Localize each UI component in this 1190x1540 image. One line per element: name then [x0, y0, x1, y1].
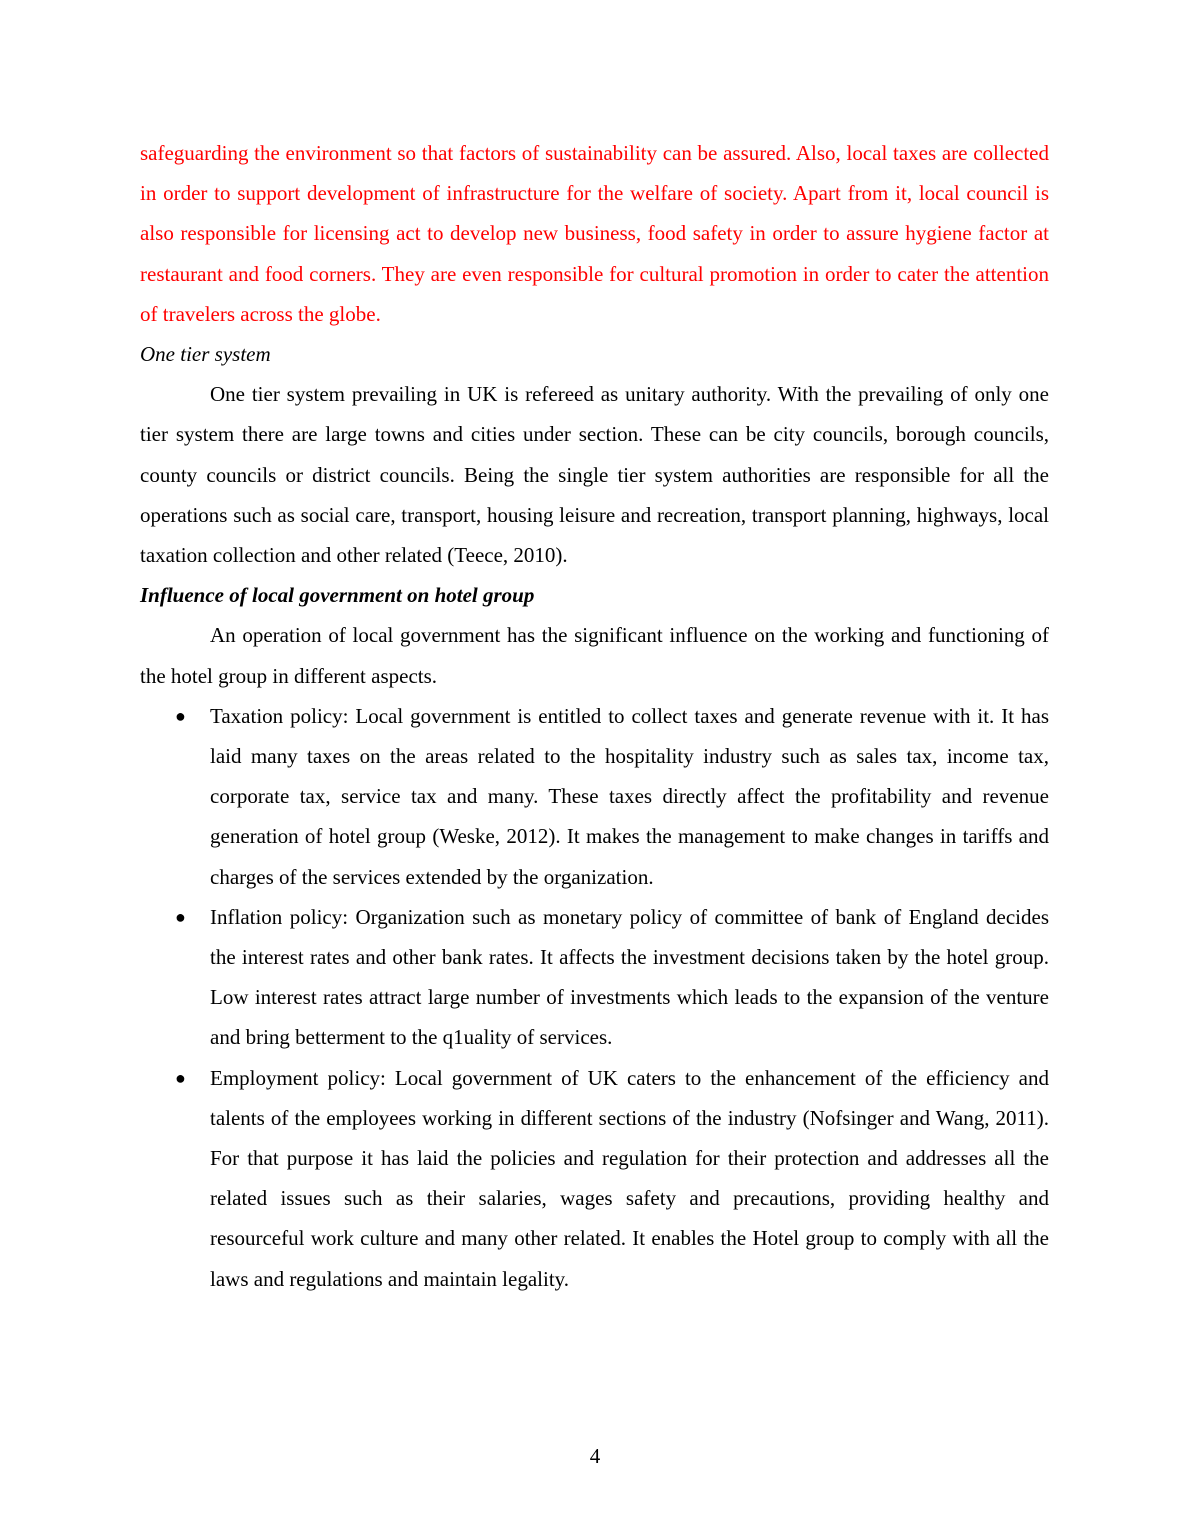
bullet-icon: ●	[175, 906, 186, 927]
list-item	[140, 897, 1049, 1058]
heading-one-tier-system: One tier system	[140, 342, 271, 367]
list-item	[140, 1058, 1049, 1299]
page-number: 4	[589, 1444, 601, 1468]
heading-influence: Influence of local government on hotel group	[140, 583, 535, 608]
influence-paragraph: An operation of local government has the significant influence on the working and functioning of the hotel group in different aspects.	[140, 623, 1049, 688]
policy-list	[140, 696, 1049, 1299]
red-paragraph: safeguarding the environment so that factors of sustainability can be assured. Also, local taxes are collected in order to support development of infrastructure for the welfare of society. Apart from it, local council is also responsible for licensing act to develop new business, food safety in order to assure hygiene factor at restaurant and food corners. They are even responsible for cultural promotion in order to cater the attention of travelers across the globe.	[140, 141, 1049, 326]
list-item-text: Inflation policy: Organization such as monetary policy of committee of bank of England decides the interest rates and other bank rates. It affects the investment decisions taken by the hotel group. Low interest rates attract large number of investments which leads to the expansion of the venture and bring betterment to the q1uality of services.	[210, 904, 1049, 1050]
document-page	[140, 133, 1049, 1299]
list-item-text: Employment policy: Local government of UK caters to the enhancement of the efficiency and talents of the employees working in different sections of the industry (Nofsinger and Wang, 2011). For that purpose it has laid the policies and regulation for their protection and addresses all the related issues such as their salaries, wages safety and precautions, providing healthy and resourceful work culture and many other related. It enables the Hotel group to comply with all the laws and regulations and maintain legality.	[210, 1065, 1049, 1291]
bullet-icon: ●	[175, 1067, 186, 1088]
one-tier-paragraph: One tier system prevailing in UK is refereed as unitary authority. With the prevailing of only one tier system there are large towns and cities under section. These can be city councils, borough councils, county councils or district councils. Being the single tier system authorities are responsible for all the operations such as social care, transport, housing leisure and recreation, transport planning, highways, local taxation collection and other related (Teece, 2010).	[140, 382, 1049, 568]
bullet-icon: ●	[175, 705, 186, 726]
list-item-text: Taxation policy: Local government is entitled to collect taxes and generate revenue with it. It has laid many taxes on the areas related to the hospitality industry such as sales tax, income tax, corporate tax, service tax and many. These taxes directly affect the profitability and revenue generation of hotel group (Weske, 2012). It makes the management to make changes in tariffs and charges of the services extended by the organization.	[210, 703, 1049, 889]
list-item	[140, 696, 1049, 897]
